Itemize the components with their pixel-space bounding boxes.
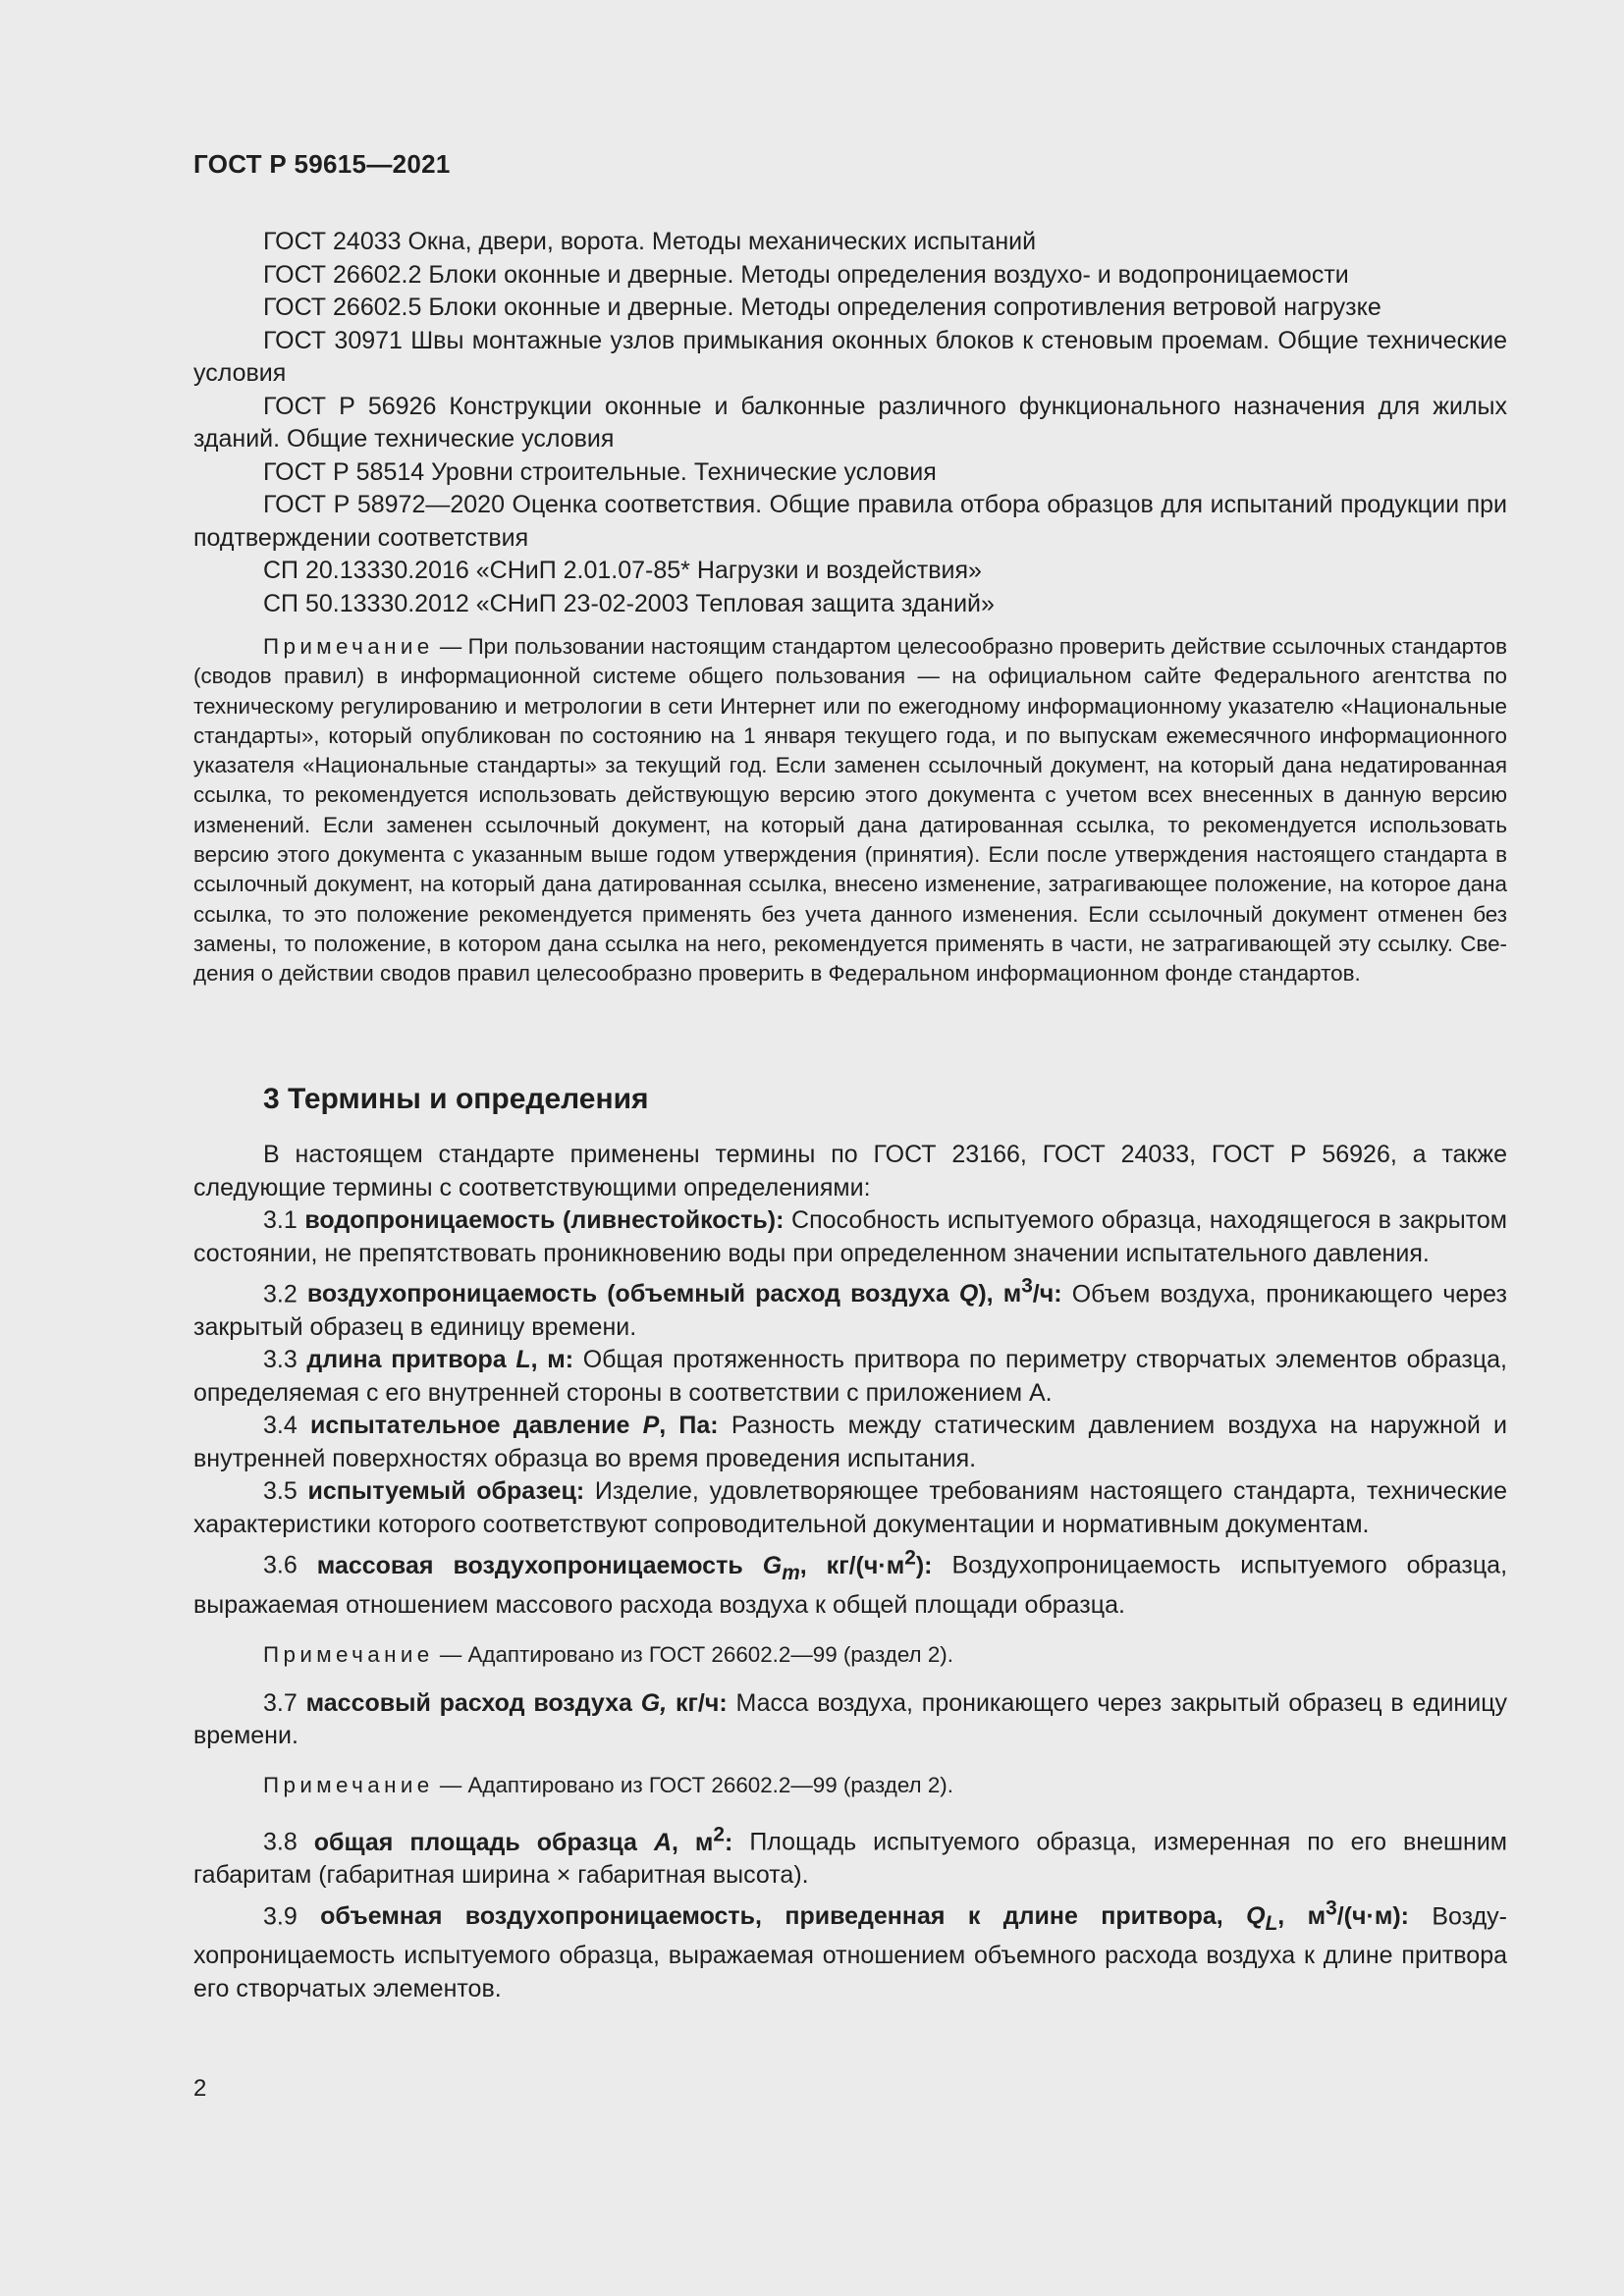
terms-list bbox=[193, 1139, 1507, 2005]
term-3-1: 3.1 водопроницаемость (ливнестойкость): Способность испытуемого образца, находящегося в закрытом состоянии, не препятствовать проникновению воды при определенном значении испытательного давления. bbox=[193, 1206, 1507, 1267]
term-3-8: 3.8 общая площадь образца A, $м^2$: Площадь испытуемого образца, измеренная по его внешним габаритам (габаритная ширина × габаритная высота). bbox=[193, 1823, 1507, 1890]
reference-item: ГОСТ Р 56926 Конструкции оконные и балконные различного функционального назначения для жилых зданий. Общие технические условия bbox=[193, 392, 1507, 453]
note-text: — При пользовании настоящим стандартом целесообразно проверить действие ссылочных стандартов (сводов правил) в информационной системе общего пользования — на официальном сайте Федерального агентства по техническому регулированию и метрологии в сети Интернет или по ежегодному информационному указателю «Национальные стандарты», который опубликован по состоянию на 1 января текущего года, и по выпускам ежемесячного информационного указателя «Национальные стандарты» за текущий год. Если заменен ссылочный документ, на который дана недатированная ссылка, то рекомендуется использовать действующую версию этого документа с учетом всех внесенных в данную версию изменений. Если заменен ссылочный документ, на который дана датированная ссылка, то рекомендуется использовать версию этого документа с указанным выше годом утверждения (принятия). Если после утверждения настоящего стандарта в ссылочный документ, на который дана датированная ссылка, внесено изменение, затрагивающее положение, на которое дана ссылка, то это положение рекомендуется применять без учета данного изменения. Если ссылочный документ отменен без замены, то положение, в котором дана ссылка на него, рекомендуется применять в части, не затрагивающей эту ссылку. Сведения о действии сводов правил целесообразно проверить в Федеральном информационном фонде стандартов. bbox=[193, 634, 1507, 987]
reference-item: ГОСТ Р 58514 Уровни строительные. Технические условия bbox=[263, 457, 937, 486]
section-intro: В настоящем стандарте применены термины по ГОСТ 23166, ГОСТ 24033, ГОСТ Р 56926, а также следующие термины с соответствующими определениями: bbox=[193, 1141, 1507, 1201]
references-block bbox=[193, 226, 1508, 2002]
reference-item: ГОСТ Р 58972—2020 Оценка соответствия. Общие правила отбора образцов для испытаний продукции при подтверждении соответствия bbox=[193, 491, 1507, 552]
section-heading: 3 Термины и определения bbox=[263, 1083, 649, 1115]
reference-item: ГОСТ 26602.5 Блоки оконные и дверные. Методы определения сопротивления ветровой нагрузке bbox=[263, 294, 1381, 321]
page-number: 2 bbox=[193, 2075, 207, 2102]
reference-item: ГОСТ 24033 Окна, двери, ворота. Методы механических испытаний bbox=[263, 228, 1037, 255]
term-3-3: 3.3 длина притвора L, м: Общая протяженность притвора по периметру створчатых элементов образца, определяемая с его внутренней стороны в соответствии с приложением А. bbox=[193, 1346, 1508, 1407]
term-3-2: 3.2 воздухопроницаемость (объемный расход воздуха Q), $м^3/ч$: Объем воздуха, проникающего через закрытый образец в единицу времени. bbox=[193, 1275, 1507, 1341]
term-3-7: 3.7 массовый расход воздуха G, кг/ч: Масса воздуха, проникающего через закрытый образец в единицу времени. bbox=[193, 1688, 1508, 1750]
term-3-4: 3.4 испытательное давление P, Па: Разность между статическим давлением воздуха на наружной и внутренней поверхностях образца во время проведения испытания. bbox=[193, 1412, 1507, 1472]
term-3-9: 3.9 объемная воздухопроницаемость, приведенная к длине притвора, $Q_L$, $м^3/(ч\cdot м)$: Воздухопроницаемость испытуемого образца, выражаемая отношением объемного расхода воздуха к длине притвора его створчатых элементов. bbox=[193, 1896, 1507, 2002]
term-note: Примечание — Адаптировано из ГОСТ 26602.2—99 (раздел 2). bbox=[263, 1641, 953, 1667]
reference-item: СП 50.13330.2012 «СНиП 23-02-2003 Тепловая защита зданий» bbox=[263, 589, 995, 617]
document-code-header: ГОСТ Р 59615—2021 bbox=[193, 149, 451, 179]
term-3-6: 3.6 массовая воздухопроницаемость $G_m$, $кг/(ч\cdot м^2)$: Воздухопроницаемость испытуемого образца, выражаемая отношением массового расхода воздуха к общей площади образца. bbox=[193, 1546, 1508, 1620]
note-label: Примечание bbox=[263, 634, 434, 659]
term-3-5: 3.5 испытуемый образец: Изделие, удовлетворяющее требованиям настоящего стандарта, технические характеристики которого соответствуют сопроводительной документации и нормативным документам. bbox=[193, 1477, 1507, 1538]
reference-item: ГОСТ 26602.2 Блоки оконные и дверные. Методы определения воздухо- и водопроницаемости bbox=[263, 260, 1349, 289]
reference-item: СП 20.13330.2016 «СНиП 2.01.07-85* Нагрузки и воздействия» bbox=[263, 557, 982, 584]
reference-item: ГОСТ 30971 Швы монтажные узлов примыкания оконных блоков к стеновым проемам. Общие технические условия bbox=[193, 326, 1507, 387]
term-note: Примечание — Адаптировано из ГОСТ 26602.2—99 (раздел 2). bbox=[263, 1772, 953, 1797]
references-note bbox=[193, 632, 1507, 989]
